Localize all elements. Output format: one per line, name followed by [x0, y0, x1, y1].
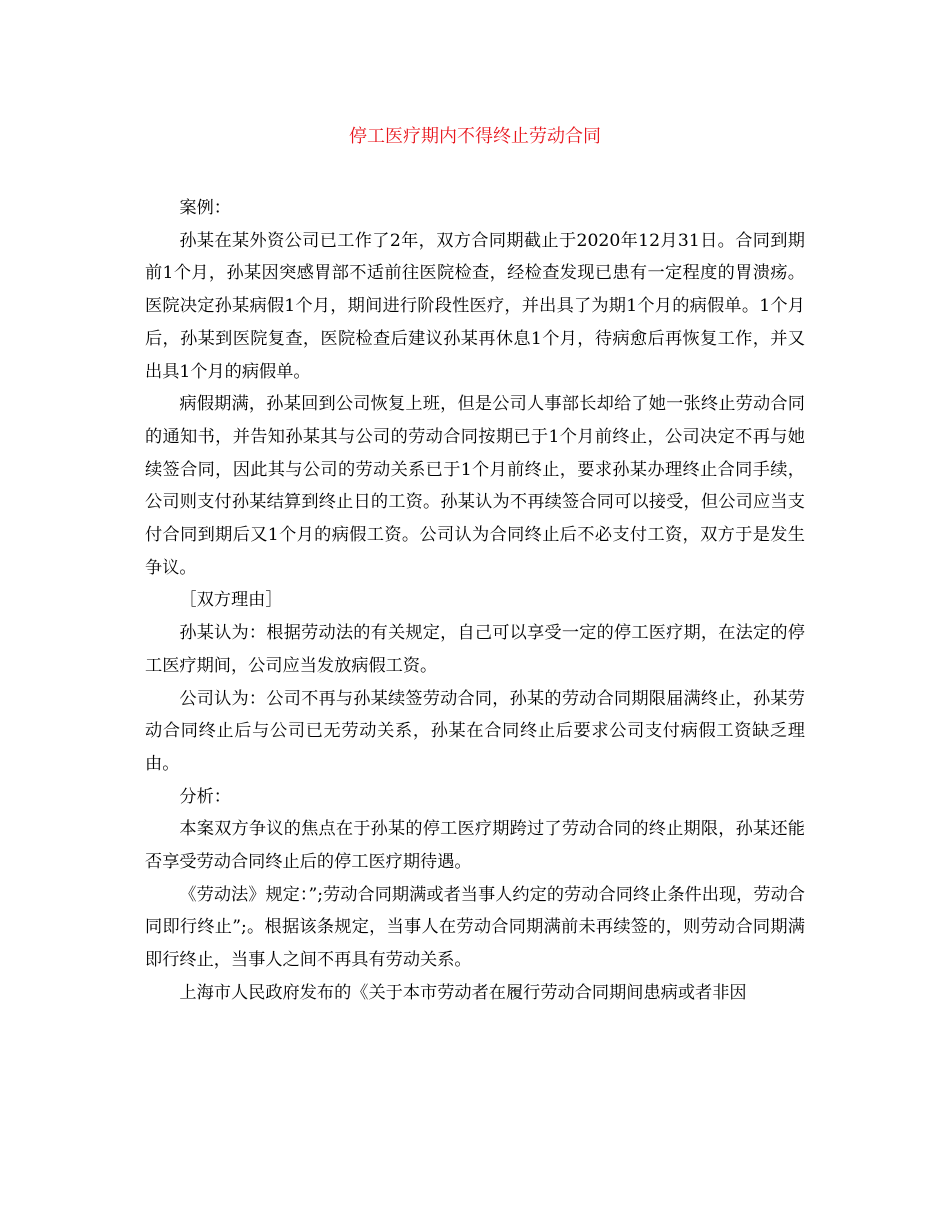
paragraph-shanghai-regulation: 上海市人民政府发布的《关于本市劳动者在履行劳动合同期间患病或者非因 — [179, 982, 747, 1003]
paragraph-employee-view: 孙某认为：根据劳动法的有关规定，自己可以享受一定的停工医疗期，在法定的停工医疗期间，公司应当发放病假工资。 — [145, 623, 805, 676]
paragraph-case-facts: 孙某在某外资公司已工作了2年，双方合同期截止于2020年12月31日。合同到期前1个月，孙某因突感胃部不适前往医院检查，经检查发现已患有一定程度的胃溃疡。医院决定孙某病假1个月，期间进行阶段性医疗，并出具了为期1个月的病假单。1个月后，孙某到医院复查，医院检查后建议孙某再休息1个月，待病愈后再恢复工作，并又出具1个月的病假单。 — [145, 230, 805, 382]
paragraph-labor-law: 《劳动法》规定：”;劳动合同期满或者当事人约定的劳动合同终止条件出现，劳动合同即行终止”;。根据该条规定，当事人在劳动合同期满前未再续签的，则劳动合同期满即行终止，当事人之间不再具有劳动关系。 — [145, 884, 805, 971]
document-title: 停工医疗期内不得终止劳动合同 — [349, 126, 601, 147]
paragraph-company-view: 公司认为：公司不再与孙某续签劳动合同，孙某的劳动合同期限届满终止，孙某劳动合同终止后与公司已无劳动关系，孙某在合同终止后要求公司支付病假工资缺乏理由。 — [145, 688, 805, 774]
paragraph-analysis-focus: 本案双方争议的焦点在于孙某的停工医疗期跨过了劳动合同的终止期限，孙某还能否享受劳动合同终止后的停工医疗期待遇。 — [145, 819, 805, 873]
paragraph-reasons-heading: ［双方理由］ — [179, 590, 283, 611]
paragraph-case-label: 案例： — [179, 198, 231, 218]
paragraph-dispute: 病假期满，孙某回到公司恢复上班，但是公司人事部长却给了她一张终止劳动合同的通知书，并告知孙某其与公司的劳动合同按期已于1个月前终止，公司决定不再与她续签合同，因此其与公司的劳动关系已于1个月前终止，要求孙某办理终止合同手续，公司则支付孙某结算到终止日的工资。孙某认为不再续签合同可以接受，但公司应当支付合同到期后又1个月的病假工资。公司认为合同终止后不必支付工资，双方于是发生争议。 — [145, 394, 805, 578]
document-body — [145, 192, 805, 1010]
paragraph-analysis-label: 分析： — [179, 786, 231, 807]
